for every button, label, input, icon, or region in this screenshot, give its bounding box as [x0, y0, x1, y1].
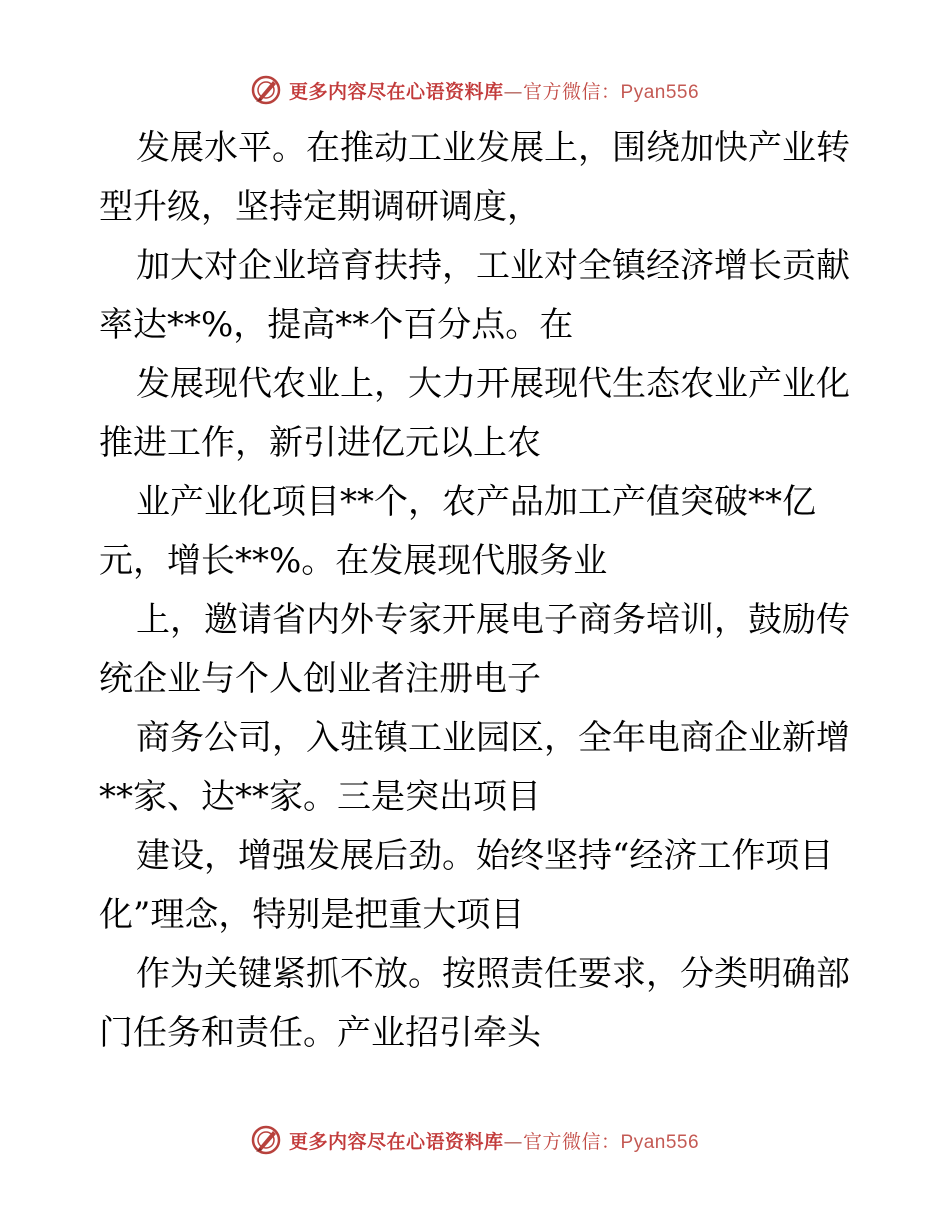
header-colon: ： [601, 80, 621, 103]
body-line: **家、达**家。三是突出项目 [99, 777, 541, 817]
body-line: 型升级，坚持定期调研调度， [99, 187, 541, 227]
body-line: 元，增长**%。在发展现代服务业 [99, 541, 608, 581]
footer-separator: — [503, 1130, 523, 1153]
body-line: 推进工作，新引进亿元以上农 [99, 423, 541, 463]
footer-main-text: 更多内容尽在心语资料库 [288, 1130, 504, 1153]
footer-wechat-label: 官方微信 [522, 1130, 601, 1153]
footer-wechat-id: Pyan556 [620, 1131, 700, 1153]
body-line: 发展水平。在推动工业发展上，围绕加快产业转 [136, 128, 850, 168]
logo-icon [251, 1125, 281, 1155]
body-line: 门任务和责任。产业招引牵头 [99, 1013, 541, 1053]
body-line: 统企业与个人创业者注册电子 [99, 659, 541, 699]
header-wechat-label: 官方微信 [522, 80, 601, 103]
header-banner [0, 72, 950, 108]
body-line: 率达**%，提高**个百分点。在 [99, 305, 574, 345]
body-line: 作为关键紧抓不放。按照责任要求，分类明确部 [136, 954, 850, 994]
body-line: 业产业化项目**个，农产品加工产值突破**亿 [136, 482, 816, 522]
header-wechat-id: Pyan556 [620, 81, 700, 103]
body-line: 加大对企业培育扶持，工业对全镇经济增长贡献 [136, 246, 850, 286]
document-body [99, 119, 859, 1063]
header-main-text: 更多内容尽在心语资料库 [288, 80, 504, 103]
header-separator: — [503, 80, 523, 103]
body-line: 建设，增强发展后劲。始终坚持“经济工作项目 [136, 836, 834, 876]
body-line: 发展现代农业上，大力开展现代生态农业产业化 [136, 364, 850, 404]
body-line: 上，邀请省内外专家开展电子商务培训，鼓励传 [136, 600, 850, 640]
footer-banner [0, 1122, 950, 1158]
body-line: 化”理念，特别是把重大项目 [99, 895, 525, 935]
footer-colon: ： [601, 1130, 621, 1153]
header-text [289, 77, 699, 104]
logo-icon [251, 75, 281, 105]
body-line: 商务公司，入驻镇工业园区，全年电商企业新增 [136, 718, 850, 758]
footer-text [289, 1127, 699, 1154]
